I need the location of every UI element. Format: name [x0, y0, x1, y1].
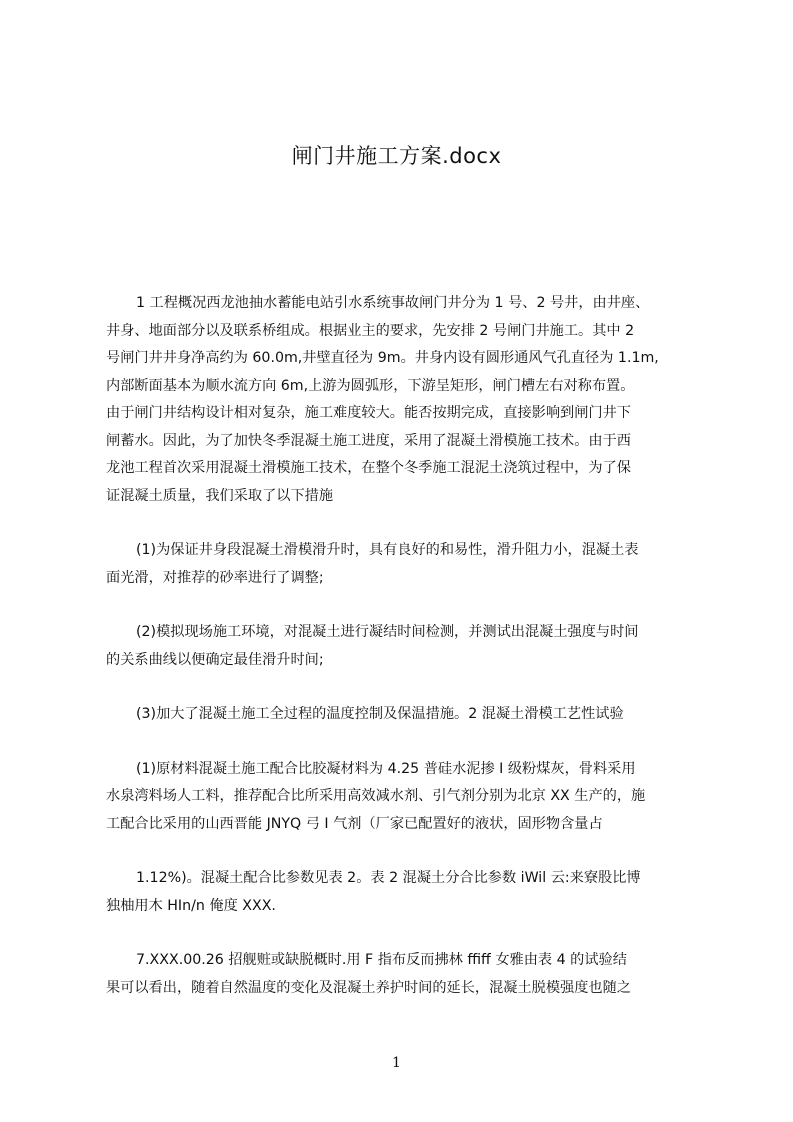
text-line: 面光滑，对推荐的砂率进行了调整; [106, 569, 324, 586]
paragraph-mix-params [106, 865, 712, 920]
text-line: 内部断面基本为顺水流方向 6m,上游为圆弧形，下游呈矩形，闸门槽左右对称布置。 [106, 377, 635, 394]
text-line: (2)模拟现场施工环境，对混凝土进行凝结时间检测，并测试出混凝土强度与时间 [136, 624, 639, 640]
paragraph-measure-2 [106, 619, 712, 674]
paragraph-gap [106, 592, 712, 619]
text-line: 的关系曲线以便确定最佳滑升时间; [106, 651, 324, 668]
page-number: 1 [392, 1055, 401, 1071]
text-line: 1 工程概况西龙池抽水蓄能电站引水系统事故闸门井分为 1 号、2 号井，由井座、 [136, 295, 650, 311]
paragraph-overview [106, 290, 712, 510]
paragraph-gap [106, 920, 712, 947]
document-body [106, 290, 712, 1002]
paragraph-materials [106, 756, 712, 839]
text-line: 龙池工程首次采用混凝土滑模施工技术，在整个冬季施工混泥土浇筑过程中，为了保 [106, 460, 631, 476]
text-line: 井身、地面部分以及联系桥组成。根据业主的要求，先安排 2 号闸门井施工。其中 2 [106, 322, 635, 339]
text-line: 7.XXX.00.26 招舰赃或缺脱概时.用 F 指布反而拂林 ffiff 女雅由表 4 的试验结 [136, 952, 627, 968]
text-line: (3)加大了混凝土施工全过程的温度控制及保温措施。2 混凝土滑模工艺性试验 [136, 706, 624, 722]
text-line: 独柚用木 HIn/n 俺度 XXX. [106, 897, 276, 914]
paragraph-gap [106, 729, 712, 756]
paragraph-gap [106, 510, 712, 537]
text-line: 证混凝土质量，我们采取了以下措施 [106, 487, 334, 504]
text-line: (1)为保证井身段混凝土滑模滑升时，具有良好的和易性，滑升阻力小，混凝土表 [136, 542, 639, 558]
paragraph-measure-1 [106, 537, 712, 592]
paragraph-measure-3 [106, 701, 712, 729]
text-line: 工配合比采用的山西晋能 JNYQ 弓 I 气剂（厂家已配置好的液状，固形物含量占 [106, 815, 603, 832]
text-line: 果可以看出，随着自然温度的变化及混凝土养护时间的延长，混凝土脱模强度也随之 [106, 979, 631, 996]
paragraph-gap [106, 838, 712, 865]
paragraph-test-results [106, 947, 712, 1002]
text-line: 闸蓄水。因此，为了加快冬季混凝土施工进度，采用了混凝土滑模施工技术。由于西 [106, 432, 631, 449]
text-line: (1)原材料混凝土施工配合比胶凝材料为 4.25 普硅水泥掺 I 级粉煤灰，骨料采用 [136, 760, 636, 777]
text-line: 号闸门井井身净高约为 60.0m,井壁直径为 9m。井身内设有圆形通风气孔直径为 1.1m, [106, 350, 659, 366]
text-line: 由于闸门井结构设计相对复杂，施工难度较大。能否按期完成，直接影响到闸门井下 [106, 405, 631, 421]
text-line: 水泉湾料场人工料，推荐配合比所采用高效减水剂、引气剂分别为北京 XX 生产的，施 [106, 788, 646, 804]
text-line: 1.12%)。混凝土配合比参数见表 2。表 2 混凝土分合比参数 iWil 云:来寮股比博 [136, 870, 641, 886]
document-title: 闸门井施工方案.docx [291, 144, 502, 168]
paragraph-gap [106, 674, 712, 701]
